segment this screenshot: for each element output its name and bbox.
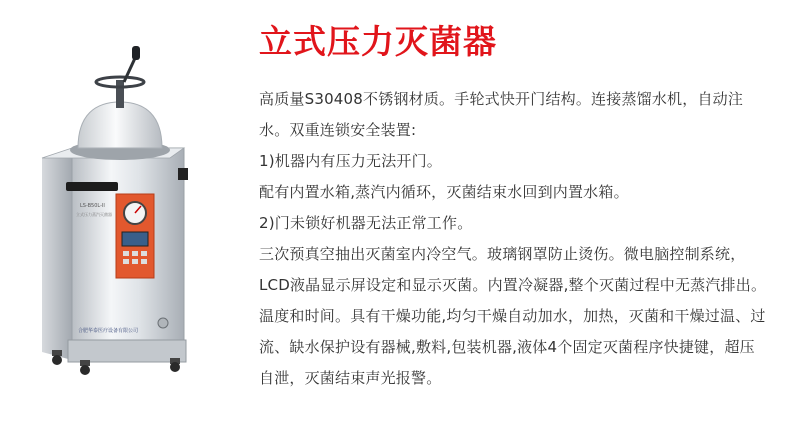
description-paragraph: 2)门未锁好机器无法正常工作。 xyxy=(259,214,473,232)
wheel-knob xyxy=(132,46,140,60)
wheel-shaft xyxy=(116,80,124,108)
page-title: 立式压力灭菌器 xyxy=(259,22,497,61)
cabinet-base xyxy=(68,340,186,362)
cabinet-handle xyxy=(66,182,118,191)
side-latch xyxy=(178,168,188,180)
description-paragraph: 高质量S30408不锈钢材质。手轮式快开门结构。连接蒸馏水机，自动注水。双重连锁安全装置: xyxy=(259,90,744,139)
description-paragraph: 配有内置水箱,蒸汽内循环，灭菌结束水回到内置水箱。 xyxy=(259,183,629,201)
lcd-display xyxy=(122,232,148,246)
panel-key xyxy=(123,259,129,264)
drain-valve xyxy=(158,318,168,328)
sterilizer-illustration xyxy=(0,0,240,425)
model-label: LS-B50L-II xyxy=(80,203,105,209)
lid-dome xyxy=(78,102,162,148)
product-description xyxy=(259,84,769,394)
panel-key xyxy=(132,259,138,264)
panel-key xyxy=(132,251,138,256)
company-label: 合肥华泰医疗设备有限公司 xyxy=(78,328,139,334)
description-paragraph: 三次预真空抽出灭菌室内冷空气。玻璃钢罩防止烫伤。微电脑控制系统，LCD液晶显示屏设定和显示灭菌。内置冷凝器,整个灭菌过程中无蒸汽排出。温度和时间。具有干燥功能,均匀干燥自动加水，加热，灭菌和干燥过温、过流、缺水保护设有器械,敷料,包装机器,液体4个固定灭菌程序快捷键，超压自泄，灭菌结束声光报警。 xyxy=(259,245,767,387)
panel-key xyxy=(141,251,147,256)
product-small-text: 立式压力蒸汽灭菌器 xyxy=(76,212,112,217)
left-side-panel xyxy=(42,148,72,360)
panel-key xyxy=(123,251,129,256)
description-paragraph: 1)机器内有压力无法开门。 xyxy=(259,152,442,170)
panel-key xyxy=(141,259,147,264)
sterilizer-product-image xyxy=(0,0,240,425)
